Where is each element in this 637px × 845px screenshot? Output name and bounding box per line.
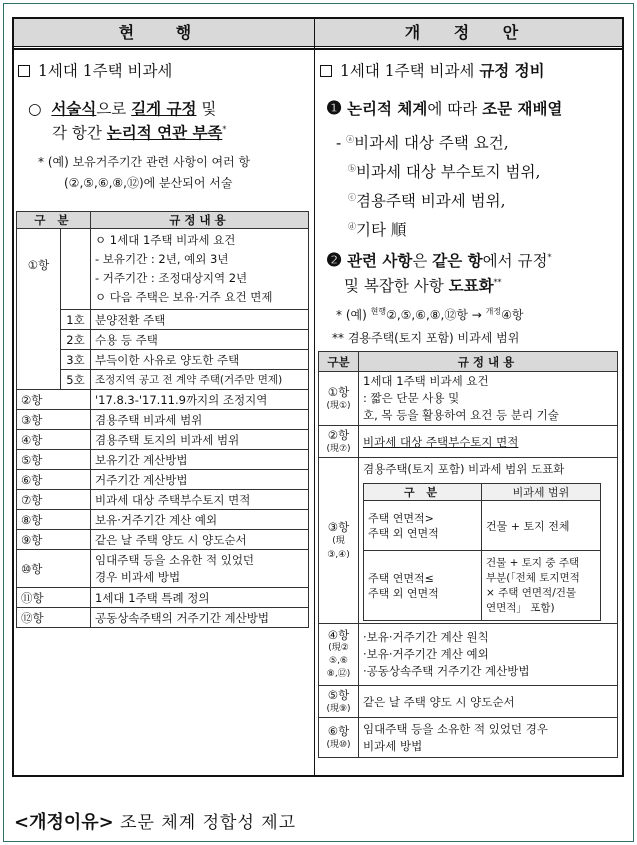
table-row: 3호 부득이한 사유로 양도한 주택 [17,350,309,370]
list-item: ⓒ겸용주택 비과세 범위, [348,192,506,211]
header-revised: 개 정 안 [315,19,622,47]
left-note1: * (예) 보유거주기간 관련 사항이 여러 항 [38,155,251,169]
right-note1: * (예) $^{현행}$②,⑤,⑥,⑧,⑫항 → $^{개정}$④항 [336,307,524,322]
checkbox-square-icon [320,65,332,77]
table-row: ⑫항 공동상속주택의 거주기간 계산방법 [17,608,309,628]
revision-reason-text: 조문 체계 정합성 제고 [113,813,297,833]
number-one-icon: ❶ [326,98,343,119]
table-row: ①항 ㅇ 1세대 1주택 비과세 요건 - 보유기간 : 2년, 예외 3년 - 거주기간 : 조정대상지역 2년 ㅇ 다음 주택은 보유·거주 요건 면제 [17,229,309,310]
left-rules-table [16,211,309,628]
header-current: 현 행 [14,19,314,47]
right-point1: ❶ 논리적 체계에 따라 조문 재배열 [326,98,563,119]
table-row: ⑦항 비과세 대상 주택부수토지 면적 [17,490,309,510]
table-row: ⑪항 1세대 1주택 특례 정의 [17,588,309,608]
right-rules-table: 구분 규정내용 ①항 (現①) 1세대 1주택 비과세 요건 : 짧은 단문 사용 및 호, 목 등을 활용하여 요건 등 분리 기술 ②항 (現⑦) 비과세 대상 주택부수토지 면적 ③항 (現 ③,④) 겸용주택(토지 포함) 비과세 범위 도표화 구 분 비과세 범위 주택 연면적> 주택 외 연면적 건물 + 토지 전체 주택 연면적≤ 주택 외 연면적 건물 + 토지 중 주택 부분(「전체 토지면적 × 주택 연면적/건물 연면적」 포함) ④항 (現② ⑤,⑥ ⑧,⑫) ·보유·거주기간 계산 원칙 ·보유·거주기간 계산 예외 ·공동상속주택 거주기간 계산방법 ⑤항 (現⑨) 같은 날 주택 양도 시 양도순서 ⑥항 (現⑩) 임대주택 등을 소유한 적 있었던 경우 비과세 방법 [318,351,618,758]
table-row: ⑥항 (現⑩) 임대주택 등을 소유한 적 있었던 경우 비과세 방법 [319,718,618,758]
comparison-table [12,17,624,777]
column-divider [314,19,315,775]
table-row: 5호 조정지역 공고 전 계약 주택(거주만 면제) [17,370,309,390]
area-scope-table: 구 분 비과세 범위 주택 연면적> 주택 외 연면적 건물 + 토지 전체 주택 연면적≤ 주택 외 연면적 건물 + 토지 중 주택 부분(「전체 토지면적 × 주택 연면적/건물 연면적」 포함) [363,483,601,621]
revision-reason-label: <개정이유> [14,812,114,833]
revision-reason [14,808,296,834]
left-note2: (②,⑤,⑥,⑧,⑫)에 분산되어 서술 [64,176,233,190]
right-note2: ** 겸용주택(토지 포함) 비과세 범위 [332,331,520,345]
table-row: ⑨항 같은 날 주택 양도 시 양도순서 [17,530,309,550]
table-row: ③항 겸용주택 비과세 범위 [17,410,309,430]
table-row: ②항 (現⑦) 비과세 대상 주택부수토지 면적 [319,426,618,458]
header-rule-right [315,48,622,50]
table-row: 1호 분양전환 주택 [17,310,309,330]
left-point-line2: 각 항간 논리적 연관 부족* [52,123,227,142]
table-row: ③항 (現 ③,④) 겸용주택(토지 포함) 비과세 범위 도표화 구 분 비과세 범위 주택 연면적> 주택 외 연면적 건물 + 토지 전체 주택 연면적≤ 주택 외 연면적 건물 + 토지 중 주택 부분(「전체 토지면적 × 주택 연면적/건물 연면적」 포함) [319,458,618,624]
header-rule-left [14,48,314,50]
circle-bullet-icon: ○ [28,100,42,118]
list-item: ⓑ비과세 대상 부수토지 범위, [348,163,541,182]
table-row: ⑤항 (現⑨) 같은 날 주택 양도 시 양도순서 [319,686,618,718]
list-item: - ⓐ비과세 대상 주택 요건, [336,134,509,153]
left-point-line1: ○ 서술식으로 길게 규정 및 [28,99,217,118]
checkbox-square-icon [18,65,30,77]
left-table-header-category: 구 분 [17,212,91,229]
table-row: ⑥항 거주기간 계산방법 [17,470,309,490]
table-row: ②항 '17.8.3-'17.11.9까지의 조정지역 [17,390,309,410]
left-table-header-content: 규정내용 [91,212,309,229]
right-point2-line1: ❷ 관련 사항은 같은 항에서 규정* [326,250,552,271]
table-row: ①항 (現①) 1세대 1주택 비과세 요건 : 짧은 단문 사용 및 호, 목 등을 활용하여 요건 등 분리 기술 [319,372,618,426]
table-row: ⑩항 임대주택 등을 소유한 적 있었던 경우 비과세 방법 [17,550,309,588]
table-row: ④항 겸용주택 토지의 비과세 범위 [17,430,309,450]
table-row: ⑧항 보유·거주기간 계산 예외 [17,510,309,530]
number-two-icon: ❷ [326,250,343,271]
list-item: ⓓ기타 順 [348,221,407,240]
right-order-list [336,127,540,244]
right-title: 1세대 1주택 비과세 규정 정비 [320,59,545,81]
table-row: 2호 수용 등 주택 [17,330,309,350]
left-title: 1세대 1주택 비과세 [18,59,172,81]
right-point2-line2: 및 복잡한 사항 도표화** [344,276,502,295]
table-row: ⑤항 보유기간 계산방법 [17,450,309,470]
table-row: ④항 (現② ⑤,⑥ ⑧,⑫) ·보유·거주기간 계산 원칙 ·보유·거주기간 계산 예외 ·공동상속주택 거주기간 계산방법 [319,624,618,686]
